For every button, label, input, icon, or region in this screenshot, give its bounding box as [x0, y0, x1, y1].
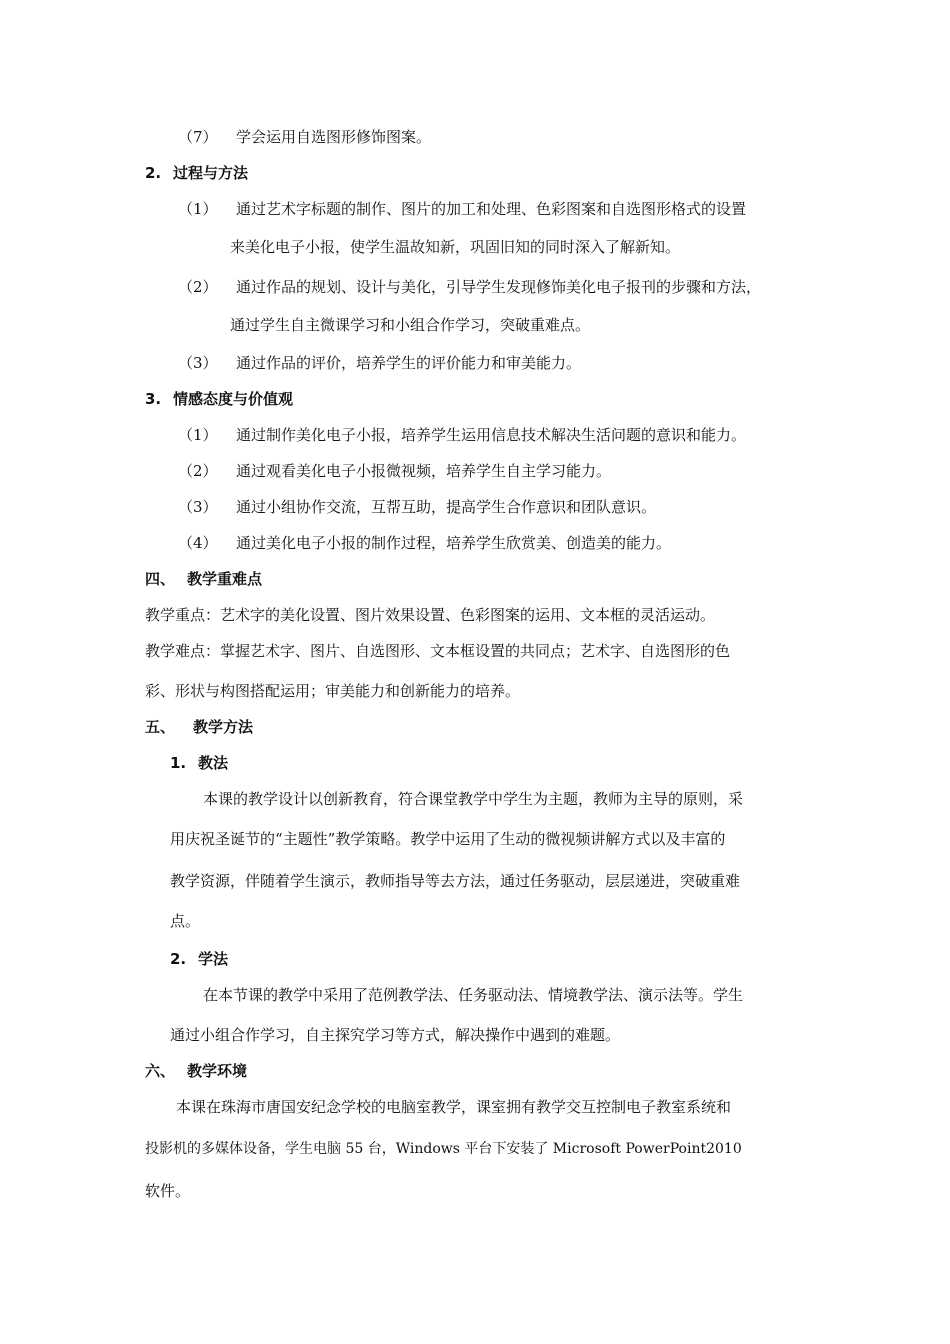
learning-method-paragraph-line-1: [203, 984, 743, 1006]
paragraph-text: 通过小组合作学习，自主探究学习等方式，解决操作中遇到的难题。: [170, 1026, 621, 1044]
heading-number: 六、: [145, 1062, 176, 1080]
process-item-3: [178, 352, 581, 374]
item-text: 通过小组协作交流，互帮互助，提高学生合作意识和团队意识。: [236, 498, 657, 516]
item-text: 通过作品的评价，培养学生的评价能力和审美能力。: [236, 354, 582, 372]
heading-number: 2.: [145, 164, 162, 182]
item-number: （3）: [178, 498, 218, 516]
heading-text: 情感态度与价值观: [173, 390, 294, 408]
heading-text: 教学重难点: [187, 570, 263, 588]
section-heading-key-difficulties: [145, 568, 262, 590]
heading-number: 3.: [145, 390, 162, 408]
heading-text: 教学环境: [187, 1062, 248, 1080]
item-text: 通过制作美化电子小报，培养学生运用信息技术解决生活问题的意识和能力。: [236, 426, 747, 444]
paragraph-text: 在本节课的教学中采用了范例教学法、任务驱动法、情境教学法、演示法等。学生: [203, 986, 744, 1004]
heading-number: 2.: [170, 950, 187, 968]
section-heading-teaching-environment: [145, 1060, 247, 1082]
paragraph-text: 彩、形状与构图搭配运用；审美能力和创新能力的培养。: [145, 682, 521, 700]
heading-text: 教法: [198, 754, 229, 772]
item-text: 通过艺术字标题的制作、图片的加工和处理、色彩图案和自选图形格式的设置: [236, 200, 747, 218]
paragraph-text: 软件。: [145, 1182, 191, 1200]
environment-paragraph-line-3: [145, 1180, 190, 1202]
emotion-item-1: [178, 424, 746, 446]
teaching-method-paragraph-line-4: [170, 910, 200, 932]
item-text: 通过观看美化电子小报微视频，培养学生自主学习能力。: [236, 462, 612, 480]
heading-number: 五、: [145, 718, 176, 736]
environment-paragraph-line-1: [176, 1096, 731, 1118]
process-item-2-continued: [230, 314, 590, 336]
paragraph-text: 教学重点：艺术字的美化设置、图片效果设置、色彩图案的运用、文本框的灵活运动。: [145, 606, 716, 624]
paragraph-text: 用庆祝圣诞节的“主题性”教学策略。教学中运用了生动的微视频讲解方式以及丰富的: [170, 830, 726, 848]
heading-text: 过程与方法: [173, 164, 249, 182]
item-number: （7）: [178, 128, 218, 146]
item-number: （1）: [178, 426, 218, 444]
subheading-learning-method: [170, 948, 228, 970]
objective-item-7: [178, 126, 431, 148]
item-number: （3）: [178, 354, 218, 372]
item-number: （2）: [178, 462, 218, 480]
section-heading-process-methods: [145, 162, 248, 184]
process-item-1-continued: [230, 236, 680, 258]
paragraph-text: 本课在珠海市唐国安纪念学校的电脑室教学，课室拥有教学交互控制电子教室系统和: [176, 1098, 732, 1116]
paragraph-text: 点。: [170, 912, 201, 930]
difficulties-paragraph: [145, 640, 730, 662]
learning-method-paragraph-line-2: [170, 1024, 620, 1046]
teaching-method-paragraph-line-2: [170, 828, 725, 850]
teaching-method-paragraph-line-1: [203, 788, 743, 810]
emotion-item-2: [178, 460, 611, 482]
item-text: 通过美化电子小报的制作过程，培养学生欣赏美、创造美的能力。: [236, 534, 672, 552]
teaching-method-paragraph-line-3: [170, 870, 740, 892]
item-text: 来美化电子小报，使学生温故知新，巩固旧知的同时深入了解新知。: [230, 238, 681, 256]
item-number: （4）: [178, 534, 218, 552]
paragraph-text: 教学资源，伴随着学生演示，教师指导等去方法，通过任务驱动，层层递进，突破重难: [170, 872, 741, 890]
item-text: 通过学生自主微课学习和小组合作学习，突破重难点。: [230, 316, 591, 334]
paragraph-text: 教学难点：掌握艺术字、图片、自选图形、文本框设置的共同点；艺术字、自选图形的色: [145, 642, 731, 660]
heading-number: 四、: [145, 570, 176, 588]
item-number: （2）: [178, 278, 218, 296]
heading-text: 学法: [198, 950, 229, 968]
paragraph-text: 本课的教学设计以创新教育，符合课堂教学中学生为主题，教师为主导的原则，采: [203, 790, 744, 808]
emotion-item-4: [178, 532, 671, 554]
paragraph-text: 投影机的多媒体设备，学生电脑 55 台，Windows 平台下安装了 Microsoft PowerPoint2010: [145, 1141, 742, 1157]
item-text: 通过作品的规划、设计与美化，引导学生发现修饰美化电子报刊的步骤和方法，: [236, 278, 762, 296]
heading-text: 教学方法: [193, 718, 254, 736]
item-number: （1）: [178, 200, 218, 218]
difficulties-paragraph-continued: [145, 680, 520, 702]
heading-number: 1.: [170, 754, 187, 772]
process-item-1: [178, 198, 746, 220]
section-heading-emotion-values: [145, 388, 293, 410]
environment-paragraph-line-2: [145, 1138, 742, 1160]
emotion-item-3: [178, 496, 656, 518]
key-points-paragraph: [145, 604, 715, 626]
item-text: 学会运用自选图形修饰图案。: [236, 128, 432, 146]
process-item-2: [178, 276, 761, 298]
subheading-teaching-method: [170, 752, 228, 774]
section-heading-teaching-methods: [145, 716, 253, 738]
